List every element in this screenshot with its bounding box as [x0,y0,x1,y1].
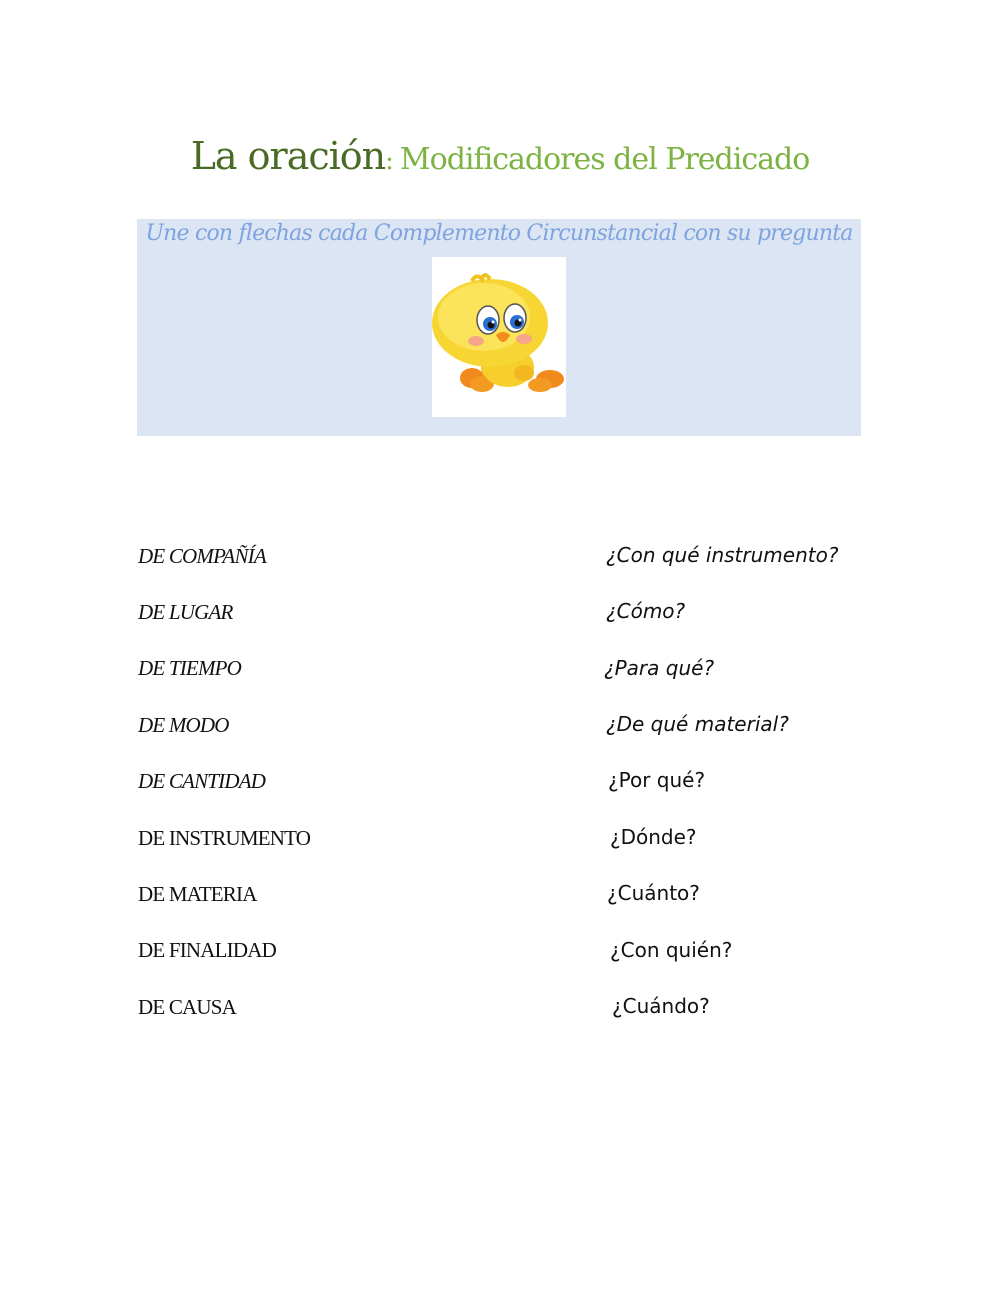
right-item-donde: ¿Dónde? [610,825,697,849]
tweety-bird-illustration [432,257,566,417]
right-item-cuanto: ¿Cuánto? [607,881,700,905]
left-item-finalidad: DE FINALIDAD [138,938,276,962]
left-item-tiempo: DE TIEMPO [138,656,242,680]
left-item-instrumento: DE INSTRUMENTO [138,826,311,850]
right-item-cuando: ¿Cuándo? [612,994,710,1018]
title-main: La oración [190,134,386,178]
title-colon: : [385,146,394,176]
left-item-cantidad: DE CANTIDAD [138,769,266,793]
instruction-text: Une con flechas cada Complemento Circunstancial con su pregunta [145,221,853,246]
bird-drawing [432,257,566,417]
left-item-lugar: DE LUGAR [138,600,233,624]
left-item-materia: DE MATERIA [138,882,257,906]
instruction-banner [137,219,861,436]
left-item-modo: DE MODO [138,713,229,737]
right-item-con-que-instrumento: ¿Con qué instrumento? [606,543,839,567]
right-item-como: ¿Cómo? [606,599,686,623]
right-item-para-que: ¿Para qué? [604,656,715,680]
left-item-compania: DE COMPAÑÍA [138,544,266,568]
left-item-causa: DE CAUSA [138,995,237,1019]
right-item-por-que: ¿Por qué? [608,768,706,792]
right-item-con-quien: ¿Con quién? [610,938,733,962]
title-subtitle: Modificadores del Predicado [399,142,810,177]
page-title [0,134,1000,178]
right-item-de-que-material: ¿De qué material? [606,712,789,736]
